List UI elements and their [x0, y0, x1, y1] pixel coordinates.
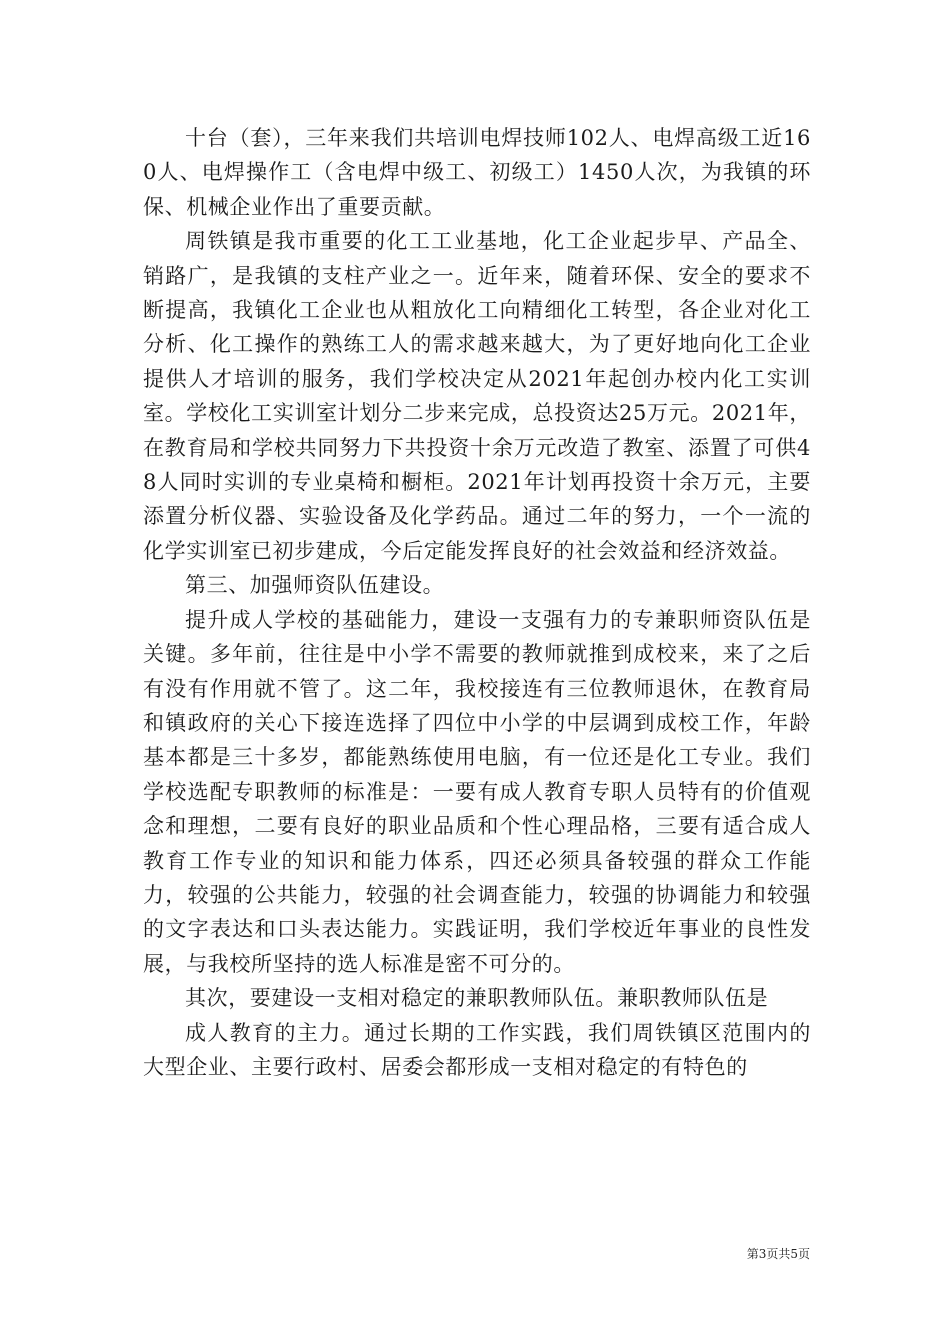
paragraph-fulltime-teachers: 提升成人学校的基础能力，建设一支强有力的专兼职师资队伍是关键。多年前，往往是中小学不需要的教师就推到成校来，来了之后有没有作用就不管了。这二年，我校接连有三位教师退休，在教育局和镇政府的关心下接连选择了四位中小学的中层调到成校工作，年龄基本都是三十多岁，都能熟练使用电脑，有一位还是化工专业。我们学校选配专职教师的标准是：一要有成人教育专职人员特有的价值观念和理想，二要有良好的职业品质和个性心理品格，三要有适合成人教育工作专业的知识和能力体系，四还必须具备较强的群众工作能力，较强的公共能力，较强的社会调查能力，较强的协调能力和较强的文字表达和口头表达能力。实践证明，我们学校近年事业的良性发展，与我校所坚持的选人标准是密不可分的。 — [143, 607, 811, 976]
document-body — [143, 121, 811, 1084]
section-heading-teacher-team: 第三、加强师资队伍建设。 — [185, 573, 445, 598]
paragraph-welding-training: 十台（套），三年来我们共培训电焊技师102人、电焊高级工近160人、电焊操作工（含电焊中级工、初级工）1450人次，为我镇的环保、机械企业作出了重要贡献。 — [143, 126, 811, 219]
paragraph-parttime-teachers-intro: 其次，要建设一支相对稳定的兼职教师队伍。兼职教师队伍是 — [185, 986, 769, 1011]
paragraph-chemical-lab: 周铁镇是我市重要的化工工业基地，化工企业起步早、产品全、销路广，是我镇的支柱产业之一。近年来，随着环保、安全的要求不断提高，我镇化工企业也从粗放化工向精细化工转型，各企业对化工分析、化工操作的熟练工人的需求越来越大，为了更好地向化工企业提供人才培训的服务，我们学校决定从2021年起创办校内化工实训室。学校化工实训室计划分二步来完成，总投资达25万元。2021年，在教育局和学校共同努力下共投资十余万元改造了教室、添置了可供48人同时实训的专业桌椅和橱柜。2021年计划再投资十余万元，主要添置分析仪器、实验设备及化学药品。通过二年的努力，一个一流的化学实训室已初步建成，今后定能发挥良好的社会效益和经济效益。 — [143, 229, 811, 563]
page-number-footer: 第3页共5页 — [746, 1247, 810, 1261]
paragraph-parttime-teachers-main: 成人教育的主力。通过长期的工作实践，我们周铁镇区范围内的大型企业、主要行政村、居委会都形成一支相对稳定的有特色的 — [143, 1020, 811, 1079]
